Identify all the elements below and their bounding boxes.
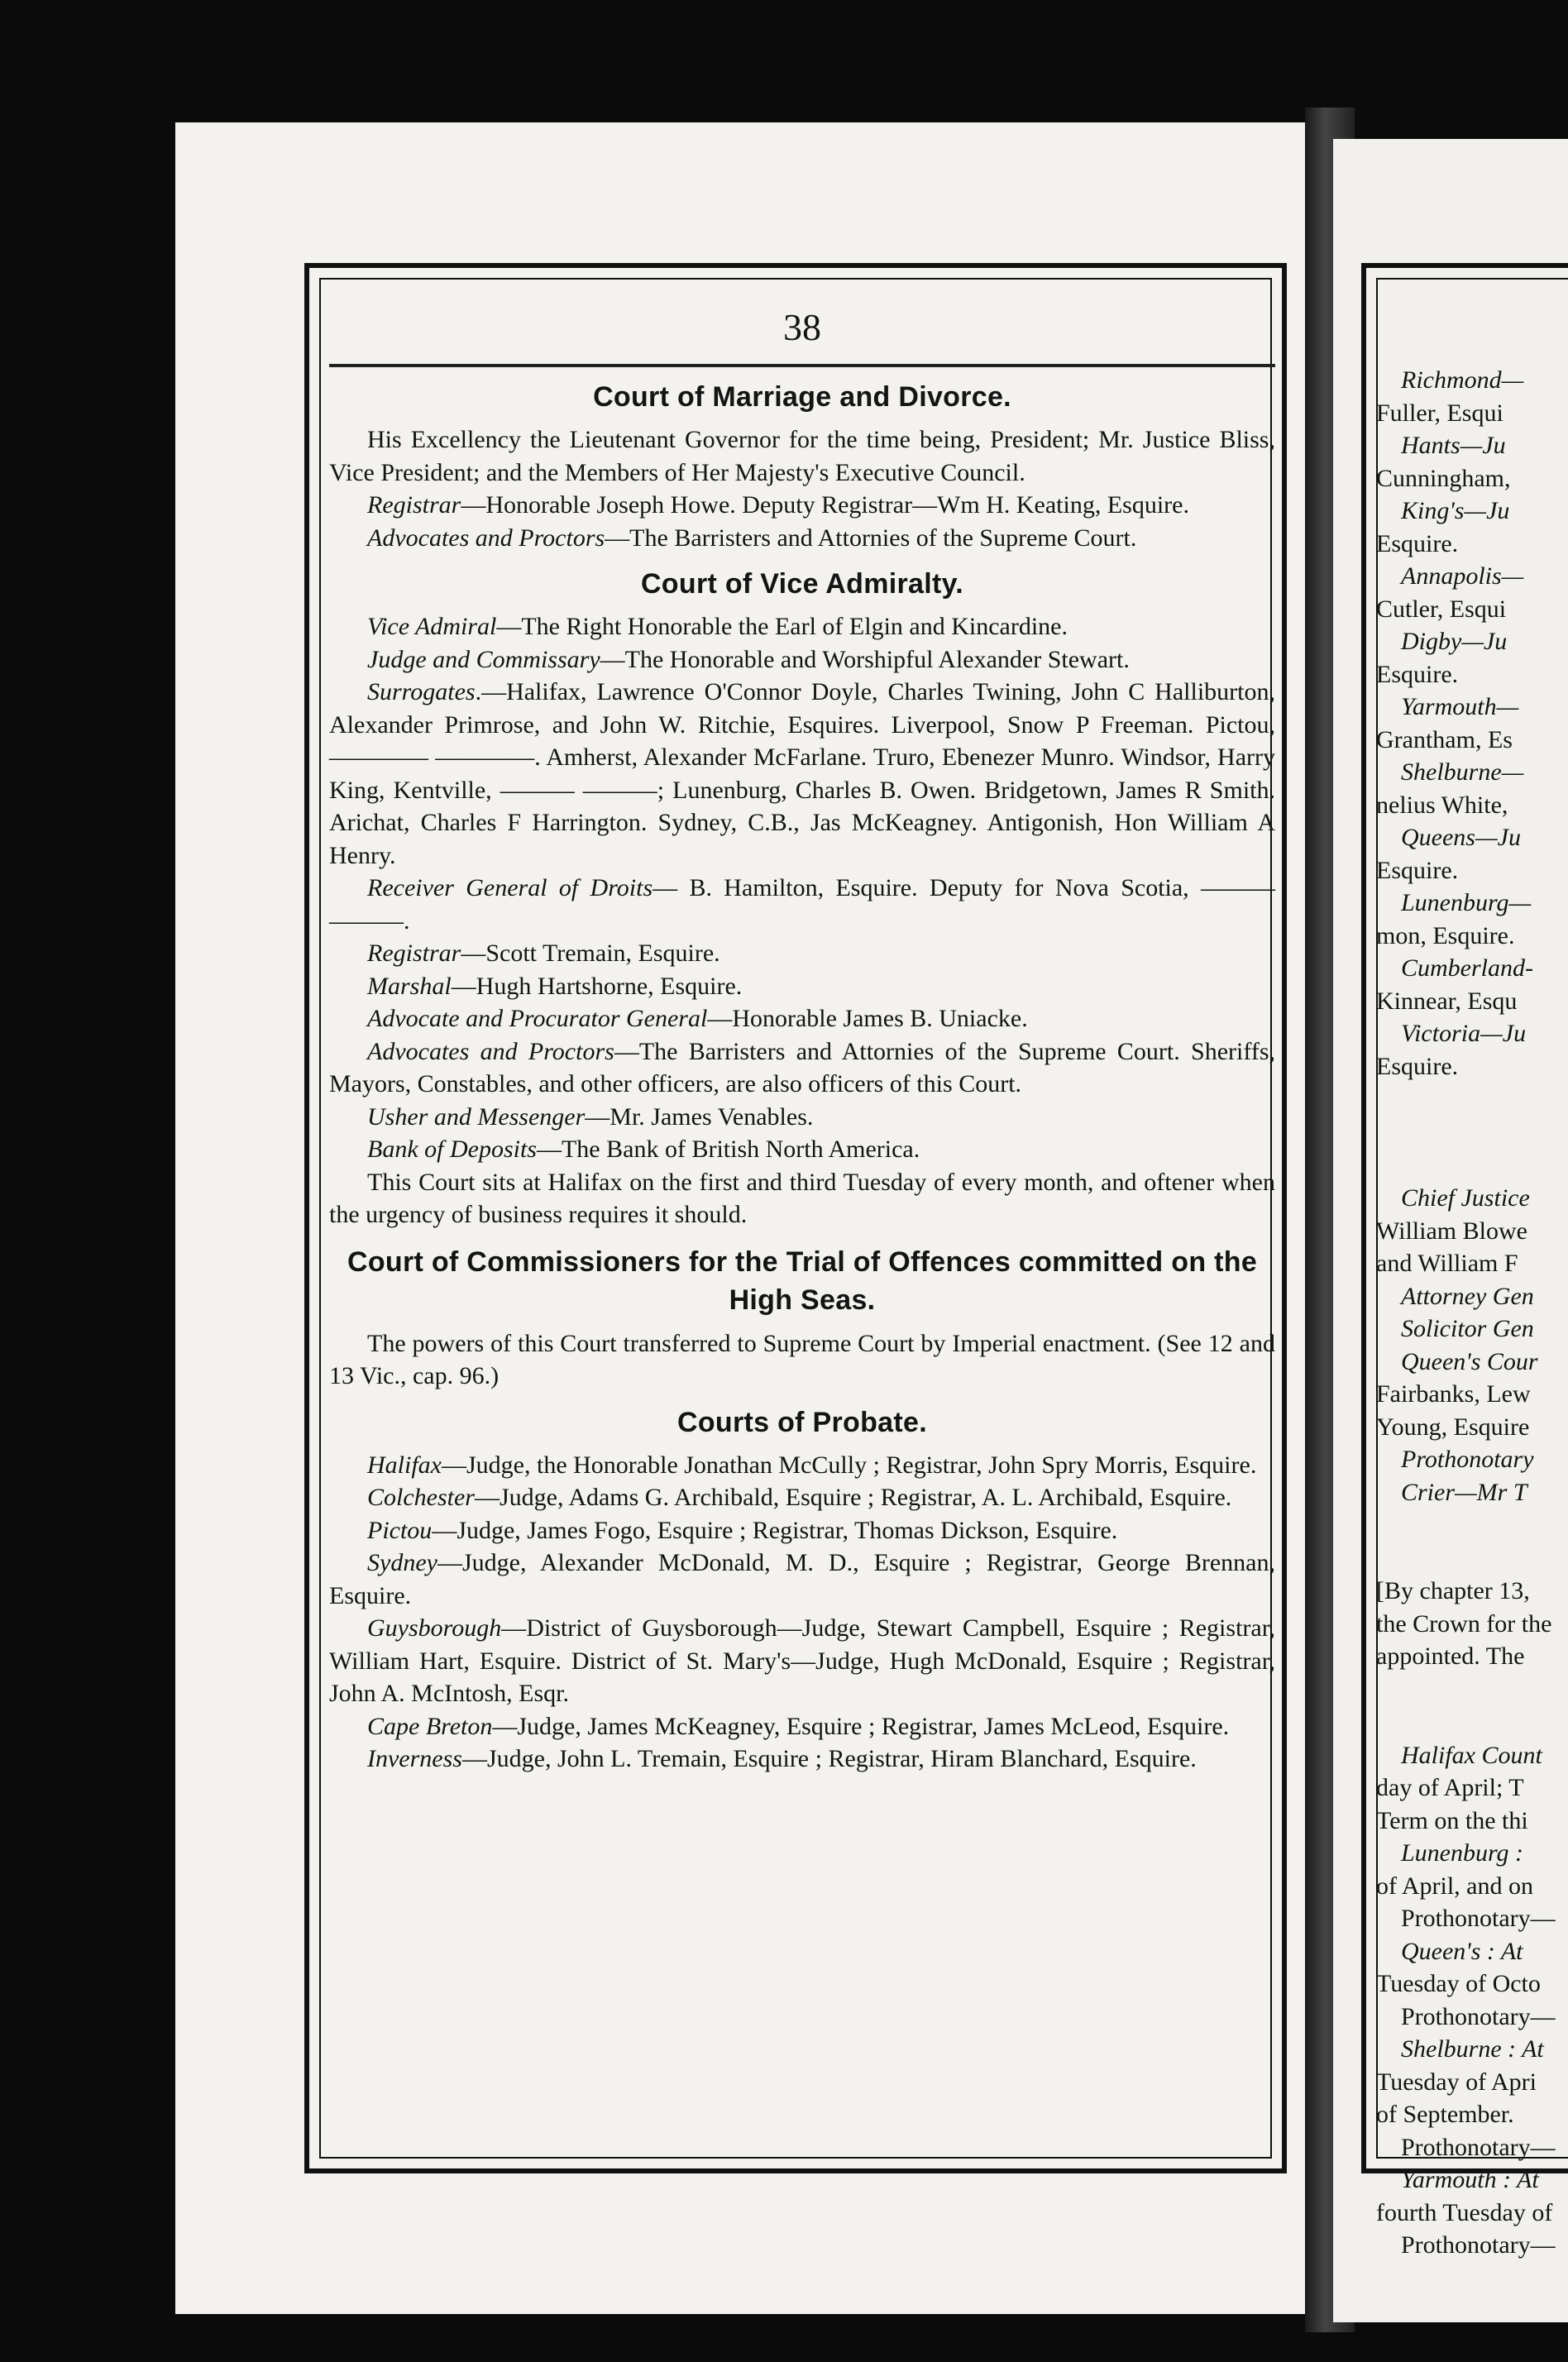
right-page-line: of September. — [1376, 2101, 1514, 2128]
right-page-line: Young, Esquire — [1376, 1413, 1530, 1441]
entry-paragraph — [329, 1002, 1275, 1035]
entry-paragraph — [329, 1133, 1275, 1166]
right-page-line: Chief Justice — [1401, 1184, 1530, 1212]
entry-text: —The Right Honorable the Earl of Elgin and Kincardine. — [496, 613, 1068, 640]
right-page-line: Yarmouth— — [1401, 693, 1519, 720]
section-heading: Courts of Probate. — [677, 1406, 927, 1438]
entry-label: Receiver General of Droits — [367, 874, 653, 901]
right-page-line: Tuesday of Apri — [1376, 2068, 1537, 2096]
entry-label: Marshal — [367, 972, 452, 1000]
entry-paragraph — [329, 970, 1275, 1003]
right-page-line: day of April; T — [1376, 1774, 1524, 1801]
entry-text: —Hugh Hartshorne, Esquire. — [451, 972, 743, 1000]
right-page-line: Shelburne— — [1401, 758, 1524, 786]
right-page-line: Prothonotary— — [1401, 1905, 1556, 1932]
entry-paragraph — [329, 1101, 1275, 1134]
sections-container — [329, 379, 1275, 1776]
section-heading: Court of Marriage and Divorce. — [593, 381, 1011, 413]
right-page-line: Victoria—Ju — [1401, 1020, 1527, 1047]
entry-text: —The Honorable and Worshipful Alexander Stewart. — [600, 645, 1130, 673]
right-page-line: Lunenburg : — [1401, 1839, 1524, 1867]
right-page-line: Prothonotary— — [1401, 2002, 1556, 2030]
entry-label: Advocates and Proctors — [367, 1037, 614, 1065]
entry-paragraph — [329, 1481, 1275, 1514]
right-page-line: Fuller, Esqui — [1376, 399, 1503, 427]
right-page-line: Cunningham, — [1376, 464, 1511, 492]
entry-text: —Judge, James McKeagney, Esquire ; Registrar, James McLeod, Esquire. — [492, 1712, 1230, 1740]
entry-text: —Judge, John L. Tremain, Esquire ; Registrar, Hiram Blanchard, Esquire. — [461, 1745, 1197, 1772]
right-page-line: and William F — [1376, 1250, 1518, 1277]
entry-text: —Honorable Joseph Howe. Deputy Registrar—Wm H. Keating, Esquire. — [461, 491, 1189, 519]
entry-label: Sydney — [367, 1549, 437, 1576]
right-page-line: Fairbanks, Lew — [1376, 1380, 1531, 1408]
right-page-line: Shelburne : At — [1401, 2035, 1544, 2063]
right-page-line: Esquire. — [1376, 1052, 1459, 1080]
right-page-line: [By chapter 13, — [1376, 1577, 1530, 1604]
section-heading: Court of Vice Admiralty. — [640, 568, 964, 600]
entry-label: Halifax — [367, 1451, 442, 1479]
entry-text: —Judge, Adams G. Archibald, Esquire ; Registrar, A. L. Archibald, Esquire. — [474, 1484, 1232, 1511]
entry-paragraph — [329, 1710, 1275, 1743]
right-page-line: Esquire. — [1376, 529, 1459, 557]
entry-paragraph — [329, 1035, 1275, 1101]
entry-label: Surrogates — [367, 678, 476, 705]
right-page-line: Richmond— — [1401, 366, 1524, 394]
right-page-line: Queens—Ju — [1401, 824, 1521, 851]
right-page-line: Annapolis— — [1401, 562, 1524, 590]
entry-text: .—Halifax, Lawrence O'Connor Doyle, Charles Twining, John C Halliburton, Alexander Primrose, and John W. Ritchie, Esquires. Liverpool, Snow P Freeman. Pictou, ———— ————. Amherst, Alexander McFarlane. Truro, Ebenezer Munro. Windsor, Harry King, Kentville, ——— ———; Lunenburg, Charles B. Owen. Bridgetown, James R Smith. Arichat, Charles F Harrington. Sydney, C.B., Jas McKeagney. Antigonish, Hon William A Henry. — [329, 678, 1275, 869]
right-page-line: mon, Esquire. — [1376, 921, 1515, 949]
header-rule — [329, 364, 1275, 367]
right-page-line: Attorney Gen — [1401, 1282, 1534, 1310]
entry-text: The powers of this Court transferred to Supreme Court by Imperial enactment. (See 12 and 13 Vic., cap. 96.) — [329, 1329, 1275, 1389]
right-page-line: Crier—Mr T — [1401, 1478, 1527, 1506]
right-page-line: Hants—Ju — [1401, 432, 1506, 459]
entry-label: Colchester — [367, 1484, 475, 1511]
entry-label: Advocate and Procurator General — [367, 1005, 708, 1032]
spacer — [1376, 1083, 1568, 1182]
entry-text: —Scott Tremain, Esquire. — [461, 940, 720, 967]
right-page-line: Queen's : At — [1401, 1937, 1523, 1965]
entry-paragraph — [329, 489, 1275, 522]
entry-label: Cape Breton — [367, 1712, 493, 1740]
entry-text: —Judge, James Fogo, Esquire ; Registrar, Thomas Dickson, Esquire. — [432, 1516, 1118, 1544]
entry-paragraph — [329, 1547, 1275, 1612]
entry-text: His Excellency the Lieutenant Governor for the time being, President; Mr. Justice Bliss, Vice President; and the Members of Her Majesty's Executive Council. — [329, 426, 1275, 486]
entry-label: Usher and Messenger — [367, 1102, 586, 1131]
entry-label: Pictou — [367, 1516, 433, 1544]
entry-text: —The Barristers and Attornies of the Supreme Court. — [605, 524, 1137, 552]
right-page-line: Prothonotary— — [1401, 2133, 1556, 2161]
right-page-line: Digby—Ju — [1401, 628, 1508, 655]
entry-label: Registrar — [367, 491, 461, 519]
right-page-line: Cumberland- — [1401, 954, 1533, 982]
entry-paragraph — [329, 423, 1275, 489]
entry-text: —District of Guysborough—Judge, Stewart Campbell, Esquire ; Registrar, William Hart, Esquire. District of St. Mary's—Judge, Hugh McDonald, Esquire ; Registrar, John A. McIntosh, Esqr. — [329, 1614, 1275, 1707]
entry-label: Advocates and Proctors — [367, 524, 605, 552]
entry-paragraph — [329, 643, 1275, 677]
right-page-line: appointed. The — [1376, 1642, 1525, 1670]
spacer — [1376, 1673, 1568, 1739]
entry-label: Vice Admiral — [367, 613, 497, 640]
entry-paragraph — [329, 1743, 1275, 1776]
right-page-line: Queen's Cour — [1401, 1347, 1538, 1375]
right-page-line: Kinnear, Esqu — [1376, 987, 1518, 1015]
right-page-line: Prothonotary— — [1401, 2231, 1556, 2259]
entry-text: —The Bank of British North America. — [536, 1136, 920, 1163]
entry-label: Guysborough — [367, 1614, 502, 1642]
right-page-line: Esquire. — [1376, 660, 1459, 688]
right-page-line: fourth Tuesday of — [1376, 2198, 1553, 2226]
entry-label: Registrar — [367, 940, 461, 967]
entry-paragraph — [329, 676, 1275, 872]
entry-paragraph — [329, 1449, 1275, 1482]
right-page-line: Cutler, Esqui — [1376, 595, 1507, 623]
entry-text: —Judge, the Honorable Jonathan McCully ; Registrar, John Spry Morris, Esquire. — [442, 1451, 1257, 1479]
entry-label: Judge and Commissary — [367, 645, 600, 673]
right-page-line: Halifax Count — [1401, 1741, 1542, 1769]
entry-paragraph — [329, 937, 1275, 970]
entry-text: —Judge, Alexander McDonald, M. D., Esquire ; Registrar, George Brennan, Esquire. — [329, 1549, 1275, 1609]
entry-text: —The Barristers and Attornies of the Supreme Court. Sheriffs, Mayors, Constables, and other officers, are also officers of this Court. — [329, 1037, 1275, 1097]
entry-text: This Court sits at Halifax on the first and third Tuesday of every month, and oftener when the urgency of business requires it should. — [329, 1168, 1275, 1228]
entry-label: Inverness — [367, 1745, 462, 1772]
entry-paragraph — [329, 1514, 1275, 1547]
entry-text: —Mr. James Venables. — [585, 1102, 814, 1131]
entry-text: — B. Hamilton, Esquire. Deputy for Nova Scotia, ——— ———. — [329, 874, 1276, 935]
entry-paragraph — [329, 610, 1275, 643]
right-page-line: Yarmouth : At — [1401, 2166, 1539, 2193]
entry-paragraph — [329, 522, 1275, 555]
entry-paragraph — [329, 1327, 1275, 1393]
right-page-line: Tuesday of Octo — [1376, 1970, 1541, 1997]
spacer — [1376, 1509, 1568, 1575]
right-page-line: Solicitor Gen — [1401, 1315, 1534, 1342]
right-page-line: of April, and on — [1376, 1872, 1533, 1900]
right-page-line: Lunenburg— — [1401, 889, 1532, 916]
entry-paragraph — [329, 1612, 1275, 1710]
entry-label: Bank of Deposits — [367, 1136, 537, 1163]
page-number: 38 — [783, 306, 821, 348]
right-page-fragments — [1376, 364, 1568, 2262]
right-page-line: Prothonotary — [1401, 1446, 1534, 1473]
section-heading: Court of Commissioners for the Trial of Offences committed on the High Seas. — [347, 1246, 1258, 1316]
page-content — [329, 298, 1275, 1776]
right-page-line: King's—Ju — [1401, 497, 1510, 524]
right-page-line: William Blowe — [1376, 1217, 1527, 1245]
right-page-line: Grantham, Es — [1376, 725, 1513, 753]
right-page-line: Term on the thi — [1376, 1806, 1528, 1834]
right-page-line: the Crown for the — [1376, 1609, 1552, 1638]
entry-paragraph — [329, 1166, 1275, 1231]
right-page-line: Esquire. — [1376, 856, 1459, 884]
entry-text: —Honorable James B. Uniacke. — [707, 1005, 1028, 1032]
right-page-line: nelius White, — [1376, 791, 1508, 819]
entry-paragraph — [329, 872, 1275, 937]
